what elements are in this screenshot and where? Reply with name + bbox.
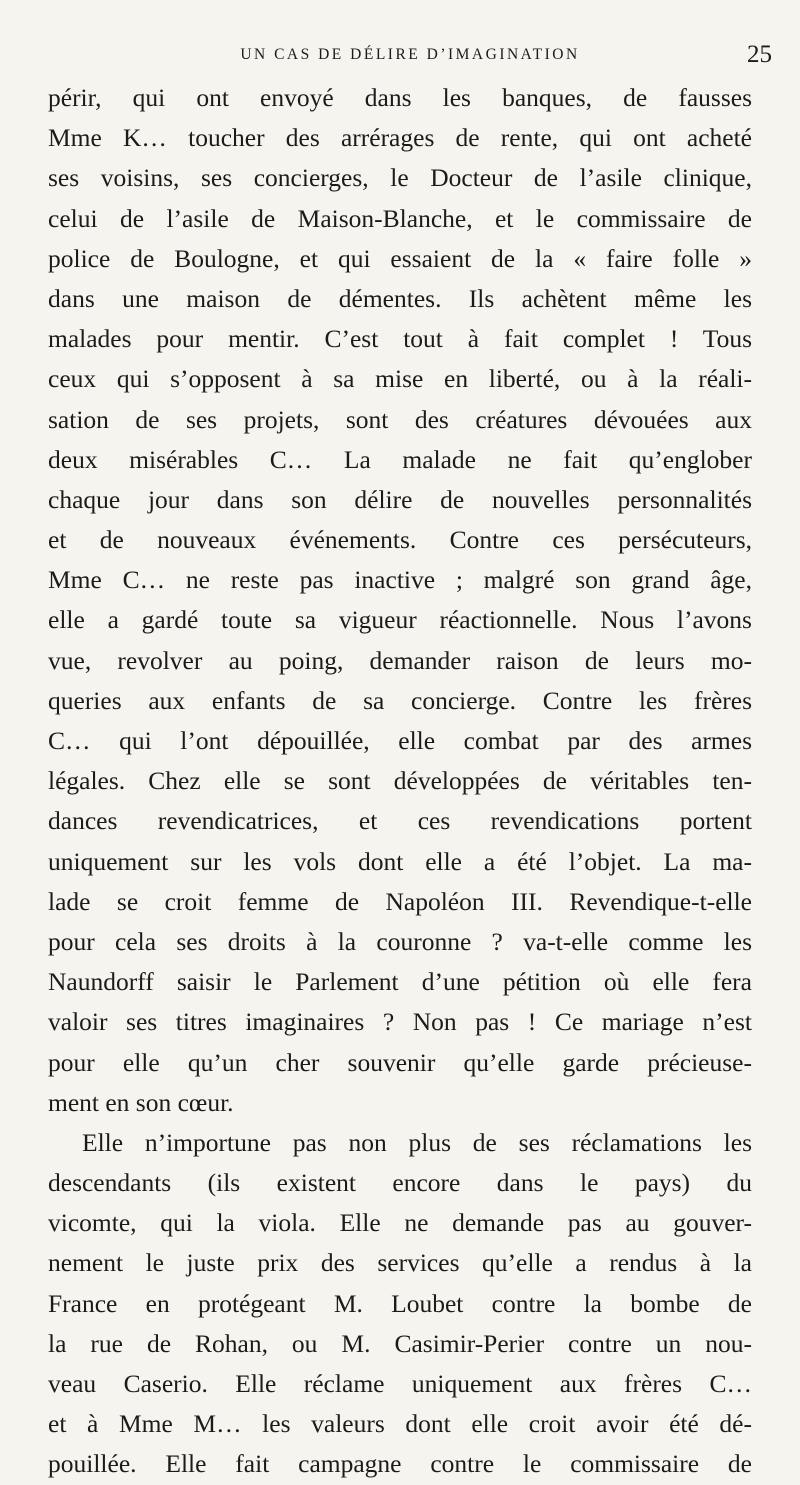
text-line: vicomte, qui la viola. Elle ne demande pas au gouver- <box>48 1208 752 1238</box>
text-line: malades pour mentir. C’est tout à fait complet ! Tous <box>48 324 752 354</box>
text-line: France en protégeant M. Loubet contre la bombe de <box>48 1288 752 1318</box>
text-line: légales. Chez elle se sont développées de véritables ten- <box>48 766 752 796</box>
running-head <box>48 40 772 70</box>
text-line: police de Boulogne, et qui essaient de la « faire folle » <box>48 243 752 273</box>
text-line: celui de l’asile de Maison-Blanche, et le commissaire de <box>48 203 752 233</box>
text-line: deux misérables C… La malade ne fait qu’englober <box>48 444 752 474</box>
text-line: pour cela ses droits à la couronne ? va-t-elle comme les <box>48 926 752 956</box>
text-line: veau Caserio. Elle réclame uniquement aux frères C… <box>48 1369 752 1398</box>
text-line: Mme C… ne reste pas inactive ; malgré son grand âge, <box>48 565 752 595</box>
text-line: dances revendicatrices, et ces revendications portent <box>48 806 752 836</box>
text-line: ses voisins, ses concierges, le Docteur de l’asile clinique, <box>48 163 752 193</box>
text-line: la rue de Rohan, ou M. Casimir-Perier contre un nou- <box>48 1328 752 1358</box>
text-line: ment en son cœur. <box>48 1087 234 1117</box>
page-number: 25 <box>747 41 772 68</box>
text-line: Mme K… toucher des arrérages de rente, qui ont acheté <box>48 123 752 153</box>
text-line: valoir ses titres imaginaires ? Non pas ! Ce mariage n’est <box>48 1007 752 1037</box>
text-line: Naundorff saisir le Parlement d’une pétition où elle fera <box>48 967 752 997</box>
text-line: C… qui l’ont dépouillée, elle combat par des armes <box>48 726 752 755</box>
text-line: chaque jour dans son délire de nouvelles personnalités <box>48 484 752 514</box>
body-text <box>48 78 752 1485</box>
text-line: nement le juste prix des services qu’elle a rendus à la <box>48 1248 752 1278</box>
text-line: elle a gardé toute sa vigueur réactionnelle. Nous l’avons <box>48 605 752 635</box>
text-line: vue, revolver au poing, demander raison de leurs mo- <box>48 645 752 675</box>
text-line: dans une maison de démentes. Ils achètent même les <box>48 283 752 313</box>
text-line: queries aux enfants de sa concierge. Contre les frères <box>48 685 752 715</box>
text-line: pour elle qu’un cher souvenir qu’elle garde précieuse- <box>48 1047 752 1077</box>
text-line: ceux qui s’opposent à sa mise en liberté, ou à la réali- <box>48 364 752 394</box>
text-line: lade se croit femme de Napoléon III. Revendique-t-elle <box>48 886 752 916</box>
text-line: descendants (ils existent encore dans le pays) du <box>48 1168 752 1198</box>
text-line: pouillée. Elle fait campagne contre le commissaire de <box>48 1449 752 1479</box>
text-line: Elle n’importune pas non plus de ses réclamations les <box>82 1127 752 1157</box>
text-line: et à Mme M… les valeurs dont elle croit avoir été dé- <box>48 1409 752 1439</box>
text-line: et de nouveaux événements. Contre ces persécuteurs, <box>48 525 752 555</box>
running-title: UN CAS DE DÉLIRE D’IMAGINATION <box>240 46 580 63</box>
text-line: uniquement sur les vols dont elle a été l’objet. La ma- <box>48 846 752 876</box>
text-line: sation de ses projets, sont des créatures dévouées aux <box>48 404 752 434</box>
text-line: périr, qui ont envoyé dans les banques, de fausses <box>48 83 752 112</box>
